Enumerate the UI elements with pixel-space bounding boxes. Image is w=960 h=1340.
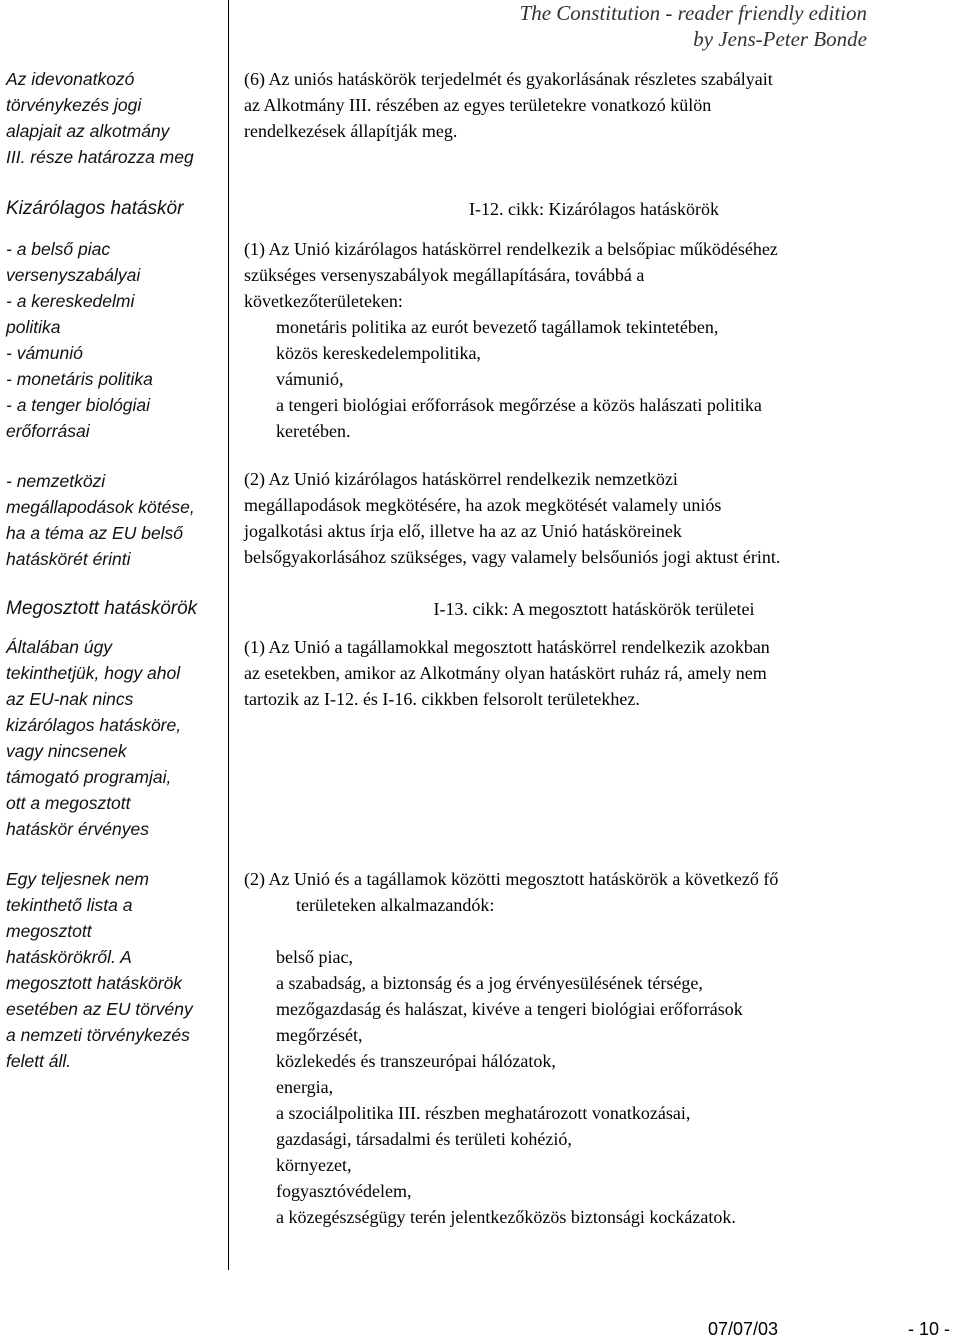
list-item: politika bbox=[6, 317, 61, 337]
page-number: - 10 - bbox=[908, 1319, 951, 1339]
list-item: megállapodások kötése, bbox=[6, 497, 195, 517]
text-line: rendelkezések állapítják meg. bbox=[244, 121, 458, 141]
list-item: gazdasági, társadalmi és területi kohézió, bbox=[276, 1129, 572, 1149]
text-line: jogalkotási aktus írja elő, illetve ha az az Unió hatásköreinek bbox=[244, 521, 682, 541]
text-line: területeken alkalmazandók: bbox=[296, 895, 495, 915]
sidebar-line: tekinthetjük, hogy ahol bbox=[6, 663, 181, 683]
sidebar-line: tekinthető lista a bbox=[6, 895, 133, 915]
article-13-paragraph-2 bbox=[244, 866, 944, 918]
list-item: - nemzetközi bbox=[6, 471, 106, 491]
sidebar-line: felett áll. bbox=[6, 1051, 72, 1071]
sidebar-line: megosztott hatáskörök bbox=[6, 973, 183, 993]
text-line: tartozik az I-12. és I-16. cikkben felsorolt területekhez. bbox=[244, 689, 640, 709]
list-item: fogyasztóvédelem, bbox=[276, 1181, 412, 1201]
sidebar-international-list bbox=[6, 468, 221, 572]
sidebar-line: Egy teljesnek nem bbox=[6, 869, 149, 889]
sidebar-line: kizárólagos hatásköre, bbox=[6, 715, 182, 735]
list-item: környezet, bbox=[276, 1155, 352, 1175]
footer-date: 07/07/03 bbox=[708, 1319, 779, 1339]
sidebar-line: Az idevonatkozó bbox=[6, 69, 135, 89]
list-item: a közegészségügy terén jelentkezőközös biztonsági kockázatok. bbox=[276, 1207, 736, 1227]
text-line: (2) Az Unió kizárólagos hatáskörrel rendelkezik nemzetközi bbox=[244, 469, 678, 489]
sidebar-line: hatáskör érvényes bbox=[6, 819, 149, 839]
sidebar-line: támogató programjai, bbox=[6, 767, 172, 787]
text-line: következőterületeken: bbox=[244, 291, 403, 311]
text-line: szükséges versenyszabályok megállapítására, továbbá a bbox=[244, 265, 645, 285]
list-item: ha a téma az EU belső bbox=[6, 523, 184, 543]
article-13-title: I-13. cikk: A megosztott hatáskörök területei bbox=[433, 599, 755, 619]
list-item: vámunió, bbox=[276, 369, 344, 389]
text-line: (1) Az Unió a tagállamokkal megosztott hatáskörrel rendelkezik azokban bbox=[244, 637, 770, 657]
list-item: - a tenger biológiai bbox=[6, 395, 150, 415]
page-header bbox=[520, 0, 867, 52]
sidebar-line: hatáskörökről. A bbox=[6, 947, 132, 967]
list-item: a szociálpolitika III. részben meghatározott vonatkozásai, bbox=[276, 1103, 691, 1123]
paragraph-6 bbox=[244, 66, 944, 144]
text-line: (1) Az Unió kizárólagos hatáskörrel rendelkezik a belsőpiac működéséhez bbox=[244, 239, 778, 259]
list-item: - a belső piac bbox=[6, 239, 111, 259]
sidebar-line: vagy nincsenek bbox=[6, 741, 127, 761]
list-item: közös kereskedelempolitika, bbox=[276, 343, 481, 363]
list-item: monetáris politika az eurót bevezető tagállamok tekintetében, bbox=[276, 317, 719, 337]
article-12-paragraph-1 bbox=[244, 236, 944, 314]
sidebar-intro bbox=[6, 66, 221, 170]
sidebar-line: ott a megosztott bbox=[6, 793, 131, 813]
article-13-list bbox=[276, 944, 936, 1230]
sidebar-exclusive-heading: Kizárólagos hatáskör bbox=[6, 198, 184, 219]
sidebar-exclusive-list bbox=[6, 236, 221, 444]
list-item: a tengeri biológiai erőforrások megőrzése a közös halászati politika bbox=[276, 395, 762, 415]
sidebar-shared-heading: Megosztott hatáskörök bbox=[6, 598, 198, 619]
list-item: hatáskörét érinti bbox=[6, 549, 131, 569]
list-item: energia, bbox=[276, 1077, 334, 1097]
header-author: by Jens-Peter Bonde bbox=[693, 27, 867, 51]
list-item: - vámunió bbox=[6, 343, 83, 363]
list-item: keretében. bbox=[276, 421, 351, 441]
list-item: - monetáris politika bbox=[6, 369, 153, 389]
sidebar-list-note bbox=[6, 866, 221, 1074]
sidebar-line: az EU-nak nincs bbox=[6, 689, 134, 709]
list-item: belső piac, bbox=[276, 947, 353, 967]
sidebar-line: alapjait az alkotmány bbox=[6, 121, 170, 141]
article-12-list bbox=[276, 314, 936, 444]
text-line: az Alkotmány III. részében az egyes területekre vonatkozó külön bbox=[244, 95, 712, 115]
header-title: The Constitution - reader friendly edition bbox=[519, 1, 867, 25]
list-item: erőforrásai bbox=[6, 421, 90, 441]
article-12-title: I-12. cikk: Kizárólagos hatáskörök bbox=[469, 199, 719, 219]
article-12-paragraph-2 bbox=[244, 466, 944, 570]
sidebar-line: megosztott bbox=[6, 921, 92, 941]
sidebar-line: esetében az EU törvény bbox=[6, 999, 193, 1019]
sidebar-line: törvénykezés jogi bbox=[6, 95, 142, 115]
list-item: mezőgazdaság és halászat, kivéve a tengeri biológiai erőforrások bbox=[276, 999, 743, 1019]
text-line: az esetekben, amikor az Alkotmány olyan hatáskört ruház rá, amely nem bbox=[244, 663, 767, 683]
sidebar-line: a nemzeti törvénykezés bbox=[6, 1025, 190, 1045]
list-item: megőrzését, bbox=[276, 1025, 363, 1045]
list-item: közlekedés és transzeurópai hálózatok, bbox=[276, 1051, 556, 1071]
sidebar-line: Általában úgy bbox=[6, 637, 113, 657]
text-line: megállapodások megkötésére, ha azok megkötését valamely uniós bbox=[244, 495, 722, 515]
margin-notes bbox=[0, 0, 229, 1270]
sidebar-line: III. része határozza meg bbox=[6, 147, 194, 167]
sidebar-shared-text bbox=[6, 634, 221, 842]
list-item: - a kereskedelmi bbox=[6, 291, 135, 311]
list-item: a szabadság, a biztonság és a jog érvényesülésének térsége, bbox=[276, 973, 703, 993]
text-line: (2) Az Unió és a tagállamok közötti megosztott hatáskörök a következő fő bbox=[244, 869, 779, 889]
text-line: belsőgyakorlásához szükséges, vagy valamely belsőuniós jogi aktust érint. bbox=[244, 547, 781, 567]
list-item: versenyszabályai bbox=[6, 265, 141, 285]
article-13-paragraph-1 bbox=[244, 634, 944, 712]
text-line: (6) Az uniós hatáskörök terjedelmét és gyakorlásának részletes szabályait bbox=[244, 69, 773, 89]
